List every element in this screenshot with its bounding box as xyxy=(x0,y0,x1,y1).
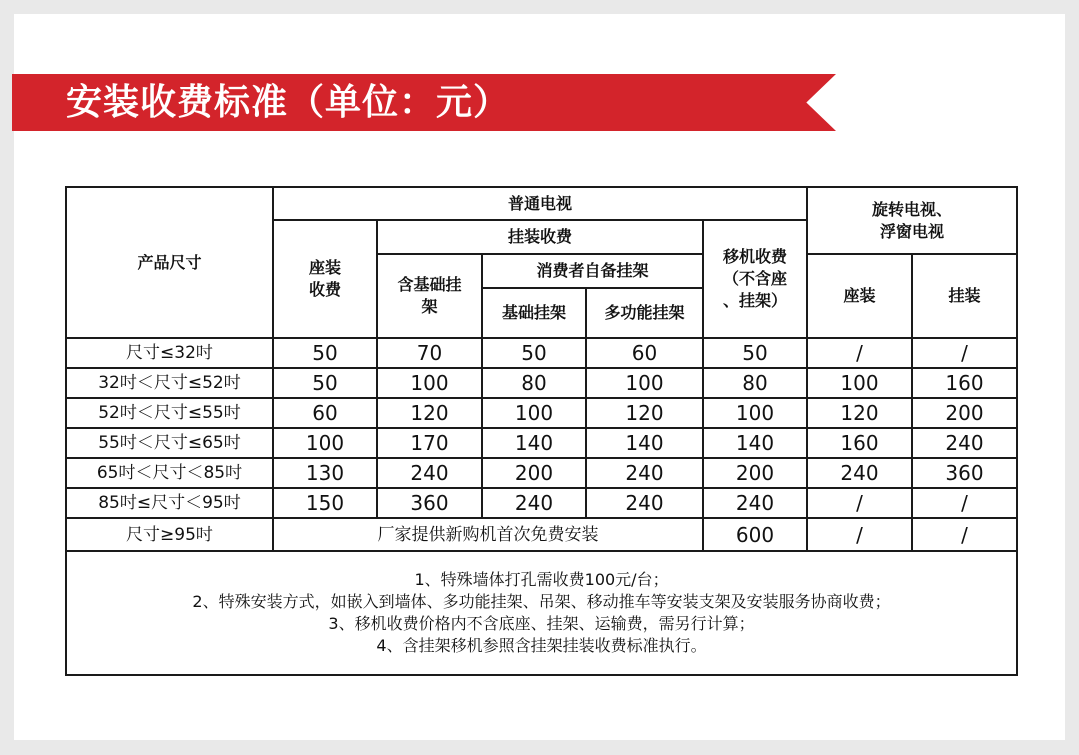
seat-fee: 130 xyxy=(273,458,377,488)
move-fee: 80 xyxy=(703,368,807,398)
table-row xyxy=(66,518,1017,551)
rotating-wall-fee: 360 xyxy=(912,458,1017,488)
rotating-wall-fee: / xyxy=(912,338,1017,368)
header-seat: 座装 xyxy=(807,254,912,338)
header-with-bracket: 含基础挂 架 xyxy=(377,254,482,338)
size-label: 尺寸≥95吋 xyxy=(66,518,273,551)
with-bracket-fee: 240 xyxy=(377,458,482,488)
size-label: 85吋≤尺寸＜95吋 xyxy=(66,488,273,518)
seat-fee: 50 xyxy=(273,338,377,368)
seat-fee: 150 xyxy=(273,488,377,518)
note-item: 1、特殊墙体打孔需收费100元/台； xyxy=(414,570,669,589)
basic-bracket-fee: 100 xyxy=(482,398,586,428)
seat-fee: 60 xyxy=(273,398,377,428)
seat-fee: 100 xyxy=(273,428,377,458)
with-bracket-fee: 100 xyxy=(377,368,482,398)
header-basic-bracket: 基础挂架 xyxy=(482,288,586,338)
basic-bracket-fee: 240 xyxy=(482,488,586,518)
rotating-wall-fee: 200 xyxy=(912,398,1017,428)
basic-bracket-fee: 140 xyxy=(482,428,586,458)
rotating-seat-fee: / xyxy=(807,518,912,551)
page-title: 安装收费标准（单位：元） xyxy=(66,82,511,123)
multi-bracket-fee: 100 xyxy=(586,368,703,398)
multi-bracket-fee: 120 xyxy=(586,398,703,428)
header-consumer-bracket: 消费者自备挂架 xyxy=(482,254,703,288)
note-item: 4、含挂架移机参照含挂架挂装收费标准执行。 xyxy=(376,636,707,655)
rotating-seat-fee: 100 xyxy=(807,368,912,398)
rotating-seat-fee: / xyxy=(807,488,912,518)
multi-bracket-fee: 140 xyxy=(586,428,703,458)
size-label: 52吋＜尺寸≤55吋 xyxy=(66,398,273,428)
header-move-fee: 移机收费 （不含座 、挂架） xyxy=(703,220,807,338)
table-row xyxy=(66,368,1017,398)
header-product-size: 产品尺寸 xyxy=(66,187,273,338)
with-bracket-fee: 360 xyxy=(377,488,482,518)
seat-fee: 50 xyxy=(273,368,377,398)
size-label: 32吋＜尺寸≤52吋 xyxy=(66,368,273,398)
size-label: 65吋＜尺寸＜85吋 xyxy=(66,458,273,488)
header-seat-install-fee: 座装 收费 xyxy=(273,220,377,338)
multi-bracket-fee: 240 xyxy=(586,458,703,488)
with-bracket-fee: 120 xyxy=(377,398,482,428)
table-row xyxy=(66,338,1017,368)
header-multi-bracket: 多功能挂架 xyxy=(586,288,703,338)
table-row xyxy=(66,458,1017,488)
rotating-seat-fee: 240 xyxy=(807,458,912,488)
multi-bracket-fee: 240 xyxy=(586,488,703,518)
rotating-wall-fee: 160 xyxy=(912,368,1017,398)
table-row xyxy=(66,428,1017,458)
with-bracket-fee: 170 xyxy=(377,428,482,458)
basic-bracket-fee: 80 xyxy=(482,368,586,398)
note-item: 2、特殊安装方式，如嵌入到墙体、多功能挂架、吊架、移动推车等安装支架及安装服务协商收费； xyxy=(192,592,891,611)
basic-bracket-fee: 200 xyxy=(482,458,586,488)
move-fee: 600 xyxy=(703,518,807,551)
rotating-seat-fee: 160 xyxy=(807,428,912,458)
rotating-seat-fee: 120 xyxy=(807,398,912,428)
header-normal-tv: 普通电视 xyxy=(273,187,807,220)
move-fee: 50 xyxy=(703,338,807,368)
size-label: 尺寸≤32吋 xyxy=(66,338,273,368)
header-wall-mount-fee: 挂装收费 xyxy=(377,220,703,254)
multi-bracket-fee: 60 xyxy=(586,338,703,368)
header-wall: 挂装 xyxy=(912,254,1017,338)
move-fee: 200 xyxy=(703,458,807,488)
with-bracket-fee: 70 xyxy=(377,338,482,368)
table-row xyxy=(66,398,1017,428)
rotating-wall-fee: / xyxy=(912,518,1017,551)
table-row xyxy=(66,488,1017,518)
move-fee: 240 xyxy=(703,488,807,518)
move-fee: 140 xyxy=(703,428,807,458)
notes-cell xyxy=(66,551,1017,675)
rotating-wall-fee: 240 xyxy=(912,428,1017,458)
size-label: 55吋＜尺寸≤65吋 xyxy=(66,428,273,458)
rotating-seat-fee: / xyxy=(807,338,912,368)
free-install-note: 厂家提供新购机首次免费安装 xyxy=(273,518,703,551)
move-fee: 100 xyxy=(703,398,807,428)
note-item: 3、移机收费价格内不含底座、挂架、运输费，需另行计算； xyxy=(328,614,755,633)
fee-table xyxy=(65,186,1018,676)
header-rotating-tv: 旋转电视、 浮窗电视 xyxy=(807,187,1017,254)
basic-bracket-fee: 50 xyxy=(482,338,586,368)
rotating-wall-fee: / xyxy=(912,488,1017,518)
